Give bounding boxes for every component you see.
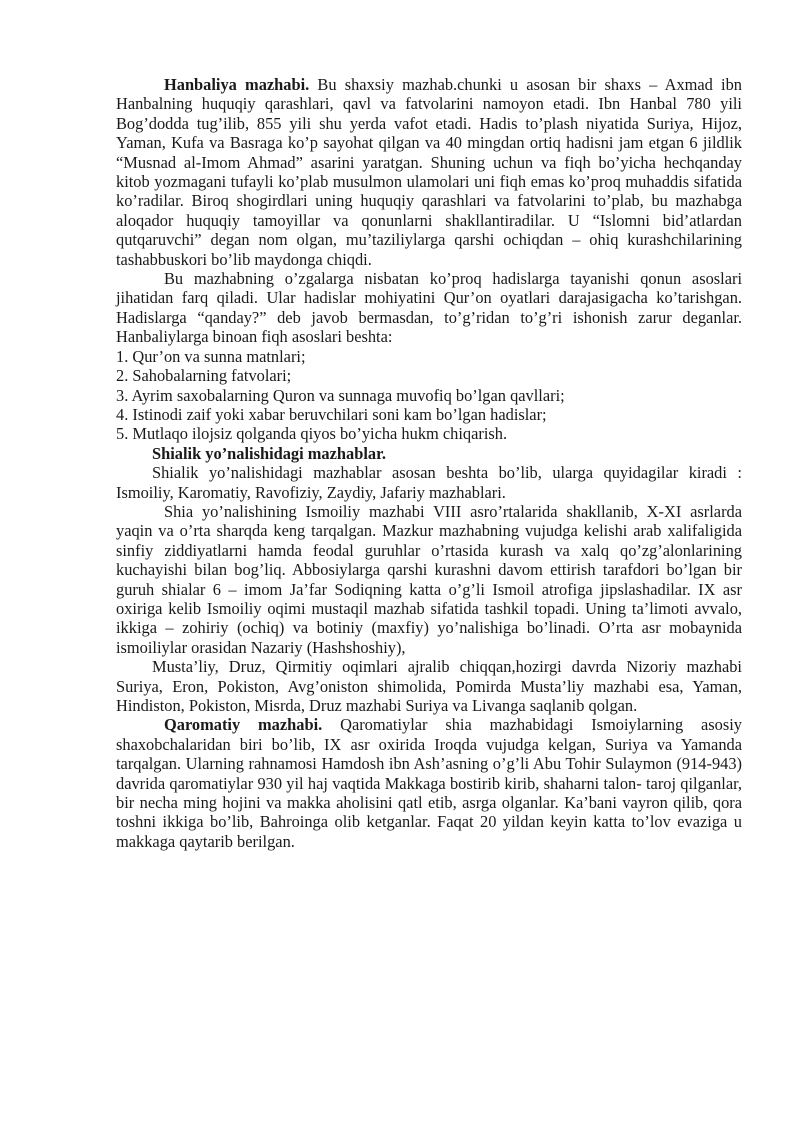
list-item: 2. Sahobalarning fatvolari;: [116, 366, 292, 386]
hanbaliya-text: Bu shaxsiy mazhab.chunki u asosan bir shaxs – Axmad ibn Hanbalning huquqiy qarashlari, qavl va fatvolarini namoyon etadi. Ibn Hanbal 780 yili Bog’dodda tug’ilib, 855 yili shu yerda vafot etadi. Hadis to’plash niyatida Suriya, Hijoz, Yaman, Kufa va Basraga ko’p sayohat qilgan va 40 mingdan ortiq hadisni jam etgan 6 jildlik “Musnad al-Imom Ahmad” asarini yaratgan. Shuning uchun va fiqh bo’yicha hechqanday kitob yozmagani tufayli ko’plab musulmon ulamolari uni fiqh emas ko’proq muhaddis sifatida ko’radilar. Biroq shogirdlari uning huquqiy qarashlari va fatvolarini to’plab, bu mazhabga aloqador huquqiy tamoyillar va qonunlarni shakllantiradilar. U “Islomni bid’atlardan qutqaruvchi” degan nom olgan, mu’taziliylarga qarshi ochiqdan – ohiq kurashchilarining tashabbuskori bo’lib maydonga chiqdi.: [116, 75, 742, 269]
sources-list: [116, 347, 742, 444]
list-item: 5. Mutlaqo ilojsiz qolganda qiyos bo’yicha hukm chiqarish.: [116, 424, 508, 444]
shia-heading: Shialik yo’nalishidagi mazhablar.: [152, 443, 386, 463]
differences-paragraph: Bu mazhabning o’zgalarga nisbatan ko’proq hadislarga tayanishi qonun asoslari jihatidan farq qiladi. Ular hadislar mohiyatini Qur’on oyatlari darajasigacha ko’tarishgan. Hadislarga “qanday?” deb javob bermasdan, to’g’ridan to’g’ri ishonish zarur deganlar. Hanbaliylarga binoan fiqh asoslari beshta:: [116, 269, 742, 347]
qaromatiy-heading: Qaromatiy mazhabi.: [164, 715, 323, 735]
shia-intro-paragraph: Shialik yo’nalishidagi mazhablar asosan beshta bo’lib, ularga quyidagilar kiradi : Ismoiliy, Karomatiy, Ravofiziy, Zaydiy, Jafariy mazhablari.: [116, 463, 742, 502]
hanbaliya-paragraph: [116, 75, 742, 269]
list-item: 4. Istinodi zaif yoki xabar beruvchilari soni kam bo’lgan hadislar;: [116, 404, 547, 424]
mustaliy-paragraph: Musta’liy, Druz, Qirmitiy oqimlari ajralib chiqqan,hozirgi davrda Nizoriy mazhabi Suriya, Eron, Pokiston, Avg’oniston shimolida, Pomirda Musta’liy mazhabi esa, Yaman, Hindiston, Pokiston, Misrda, Druz mazhabi Suriya va Livanga saqlanib qolgan.: [116, 657, 742, 715]
hanbaliya-heading: Hanbaliya mazhabi.: [164, 75, 310, 94]
document-page: [116, 75, 742, 851]
qaromatiy-paragraph: [116, 715, 742, 851]
ismoiliy-paragraph: Shia yo’nalishining Ismoiliy mazhabi VIII asro’rtalarida shakllanib, X-XI asrlarda yaqin va o’rta sharqda keng tarqalgan. Mazkur mazhabning vujudga kelishi arab xalifaligida sinfiy ziddiyatlarni hamda feodal guruhlar o’rtasida kurash va xalq qo’zg’alonlarining kuchayishi bilan bog’liq. Abbosiylarga qarshi kurashni davom ettirish tarafdori bo’lgan bir guruh shialar 6 – imom Ja’far Sodiqning katta o’g’li Ismoil atrofiga jipslashadilar. IX asr oxiriga kelib Ismoiliy oqimi mustaqil mazhab sifatida tashkil topadi. Uning ta’limoti avvalo, ikkiga – zohiriy (ochiq) va botiniy (maxfiy) yo’nalishiga bo’linadi. O’rta asr mobaynida ismoiliylar orasidan Nazariy (Hashshoshiy),: [116, 501, 742, 657]
list-item: 1. Qur’on va sunna matnlari;: [116, 346, 306, 366]
list-item: 3. Ayrim saxobalarning Quron va sunnaga muvofiq bo’lgan qavllari;: [116, 385, 565, 405]
qaromatiy-text: Qaromatiylar shia mazhabidagi Ismoiylarning asosiy shaxobchalaridan biri bo’lib, IX asr oxirida Iroqda vujudga kelgan, Suriya va Yamanda tarqalgan. Ularning rahnamosi Hamdosh ibn Ash’asning o’g’li Abu Tohir Sulaymon (914-943) davrida qaromatiylar 930 yil haj vaqtida Makkaga bostirib kirib, shaharni talon- taroj qilganlar, bir necha ming hojini va makka aholisini qatl etib, asrga olganlar. Ka’bani vayron qilib, qora toshni ikkiga bo’lib, Bahroinga olib ketganlar. Faqat 20 yildan keyin katta to’lov evaziga u makkaga qaytarib berilgan.: [116, 715, 742, 851]
